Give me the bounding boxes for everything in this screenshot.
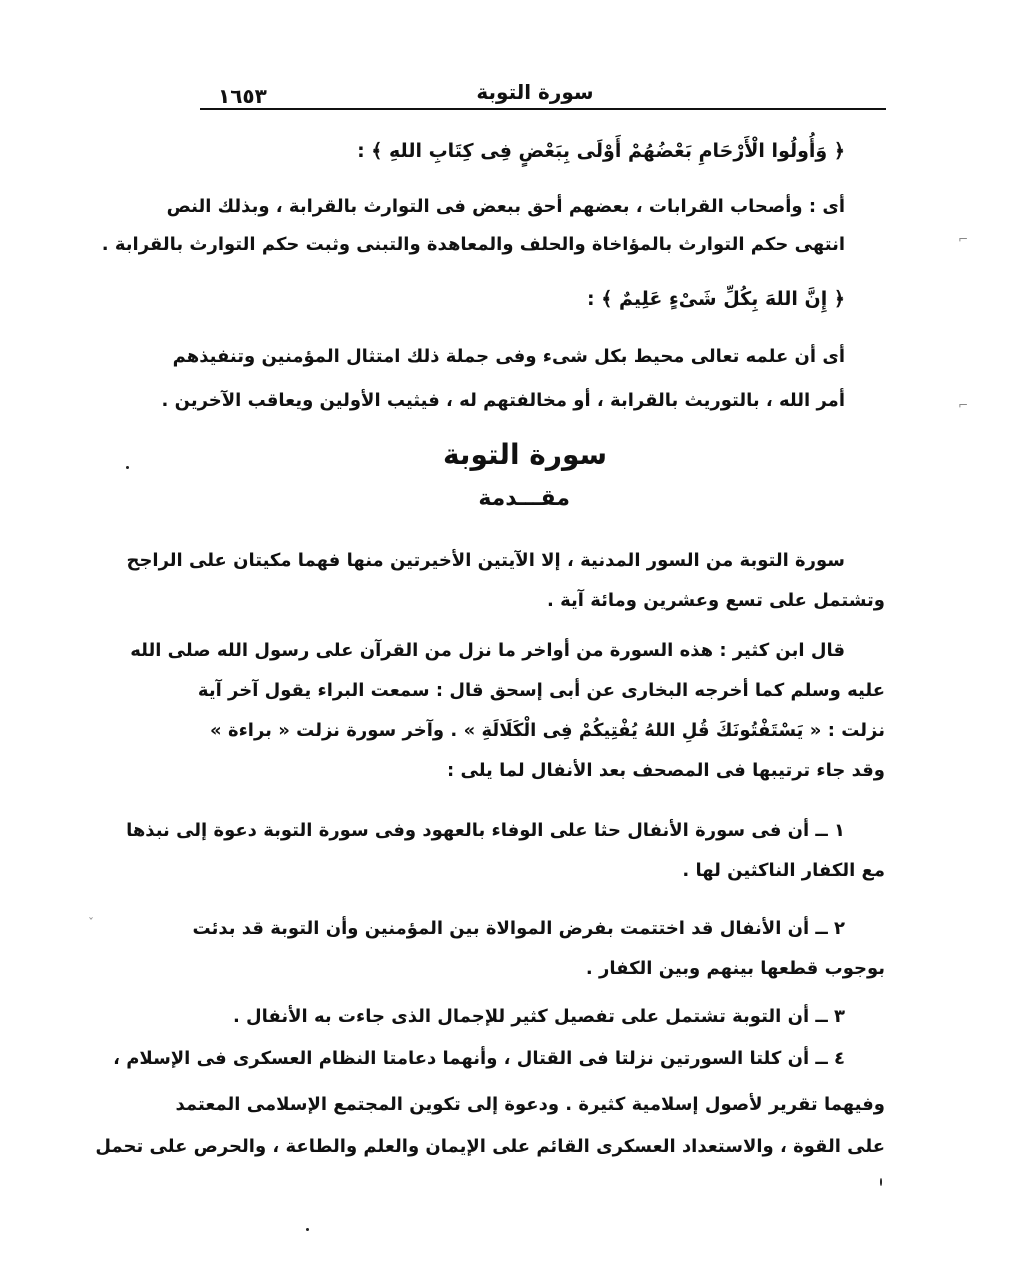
item1-line1: ١ ــ أن فى سورة الأنفال حثا على الوفاء بالعهود وفى سورة التوبة دعوة إلى نبذها — [126, 820, 845, 841]
intro-para1-line1: سورة التوبة من السور المدنية ، إلا الآيتين الأخيرتين منها فهما مكيتان على الراجح — [126, 550, 845, 571]
intro-para2-line2: عليه وسلم كما أخرجه البخارى عن أبى إسحق قال : سمعت البراء يقول آخر آية — [197, 680, 885, 701]
para1-line2: انتهى حكم التوارث بالمؤاخاة والحلف والمعاهدة والتبنى وثبت حكم التوارث بالقرابة . — [101, 234, 845, 255]
intro-title: مقـــدمة — [478, 486, 570, 511]
scan-mark: ⌐ — [958, 232, 969, 246]
intro-para2-line1: قال ابن كثير : هذه السورة من أواخر ما نزل من القرآن على رسول الله صلى الله — [130, 640, 845, 661]
scan-dot — [126, 466, 129, 469]
page-number: ١٦٥٣ — [218, 84, 267, 108]
verse-heading-2: ﴿ إِنَّ اللهَ بِكُلِّ شَىْءٍ عَلِيمٌ ﴾ : — [587, 288, 845, 310]
scan-mark: ⌐ — [958, 398, 969, 412]
item4-line3: على القوة ، والاستعداد العسكرى القائم على الإيمان والعلم والطاعة ، والحرص على تحمل — [95, 1136, 885, 1157]
verse-heading-1: ﴿ وَأُولُوا الْأَرْحَامِ بَعْضُهُمْ أَوْلَى بِبَعْضٍ فِى كِتَابِ اللهِ ﴾ : — [357, 140, 845, 162]
item4-line1: ٤ ــ أن كلتا السورتين نزلتا فى القتال ، وأنهما دعامتا النظام العسكرى فى الإسلام ، — [113, 1048, 845, 1069]
item3-line: ٣ ــ أن التوبة تشتمل على تفصيل كثير للإجمال الذى جاءت به الأنفال . — [232, 1006, 845, 1027]
item2-line2: بوجوب قطعها بينهم وبين الكفار . — [585, 958, 885, 979]
intro-para2-line4: وقد جاء ترتيبها فى المصحف بعد الأنفال لما يلى : — [447, 760, 885, 781]
scan-dot — [306, 1228, 309, 1231]
scan-dot — [880, 1178, 882, 1186]
intro-para2-line3: نزلت : « يَسْتَفْتُونَكَ قُلِ اللهُ يُفْتِيكُمْ فِى الْكَلَالَةِ » . وآخر سورة نزلت « براءة » — [210, 720, 885, 741]
para1-line1: أى : وأصحاب القرابات ، بعضهم أحق ببعض فى التوارث بالقرابة ، وبذلك النص — [166, 196, 845, 217]
item4-line2: وفيهما تقرير لأصول إسلامية كثيرة . ودعوة إلى تكوين المجتمع الإسلامى المعتمد — [175, 1094, 885, 1115]
para2-line1: أى أن علمه تعالى محيط بكل شىء وفى جملة ذلك امتثال المؤمنين وتنفيذهم — [172, 346, 845, 367]
surah-title: سورة التوبة — [442, 438, 608, 471]
item1-line2: مع الكفار الناكثين لها . — [682, 860, 885, 881]
scan-mark: ˇ — [88, 916, 94, 930]
running-title: سورة التوبة — [476, 80, 594, 104]
item2-line1: ٢ ــ أن الأنفال قد اختتمت بفرض الموالاة بين المؤمنين وأن التوبة قد بدئت — [192, 918, 845, 939]
para2-line2: أمر الله ، بالتوريث بالقرابة ، أو مخالفتهم له ، فيثيب الأولين ويعاقب الآخرين . — [161, 390, 845, 411]
header-rule — [200, 108, 886, 110]
intro-para1-line2: وتشتمل على تسع وعشرين ومائة آية . — [547, 590, 885, 611]
